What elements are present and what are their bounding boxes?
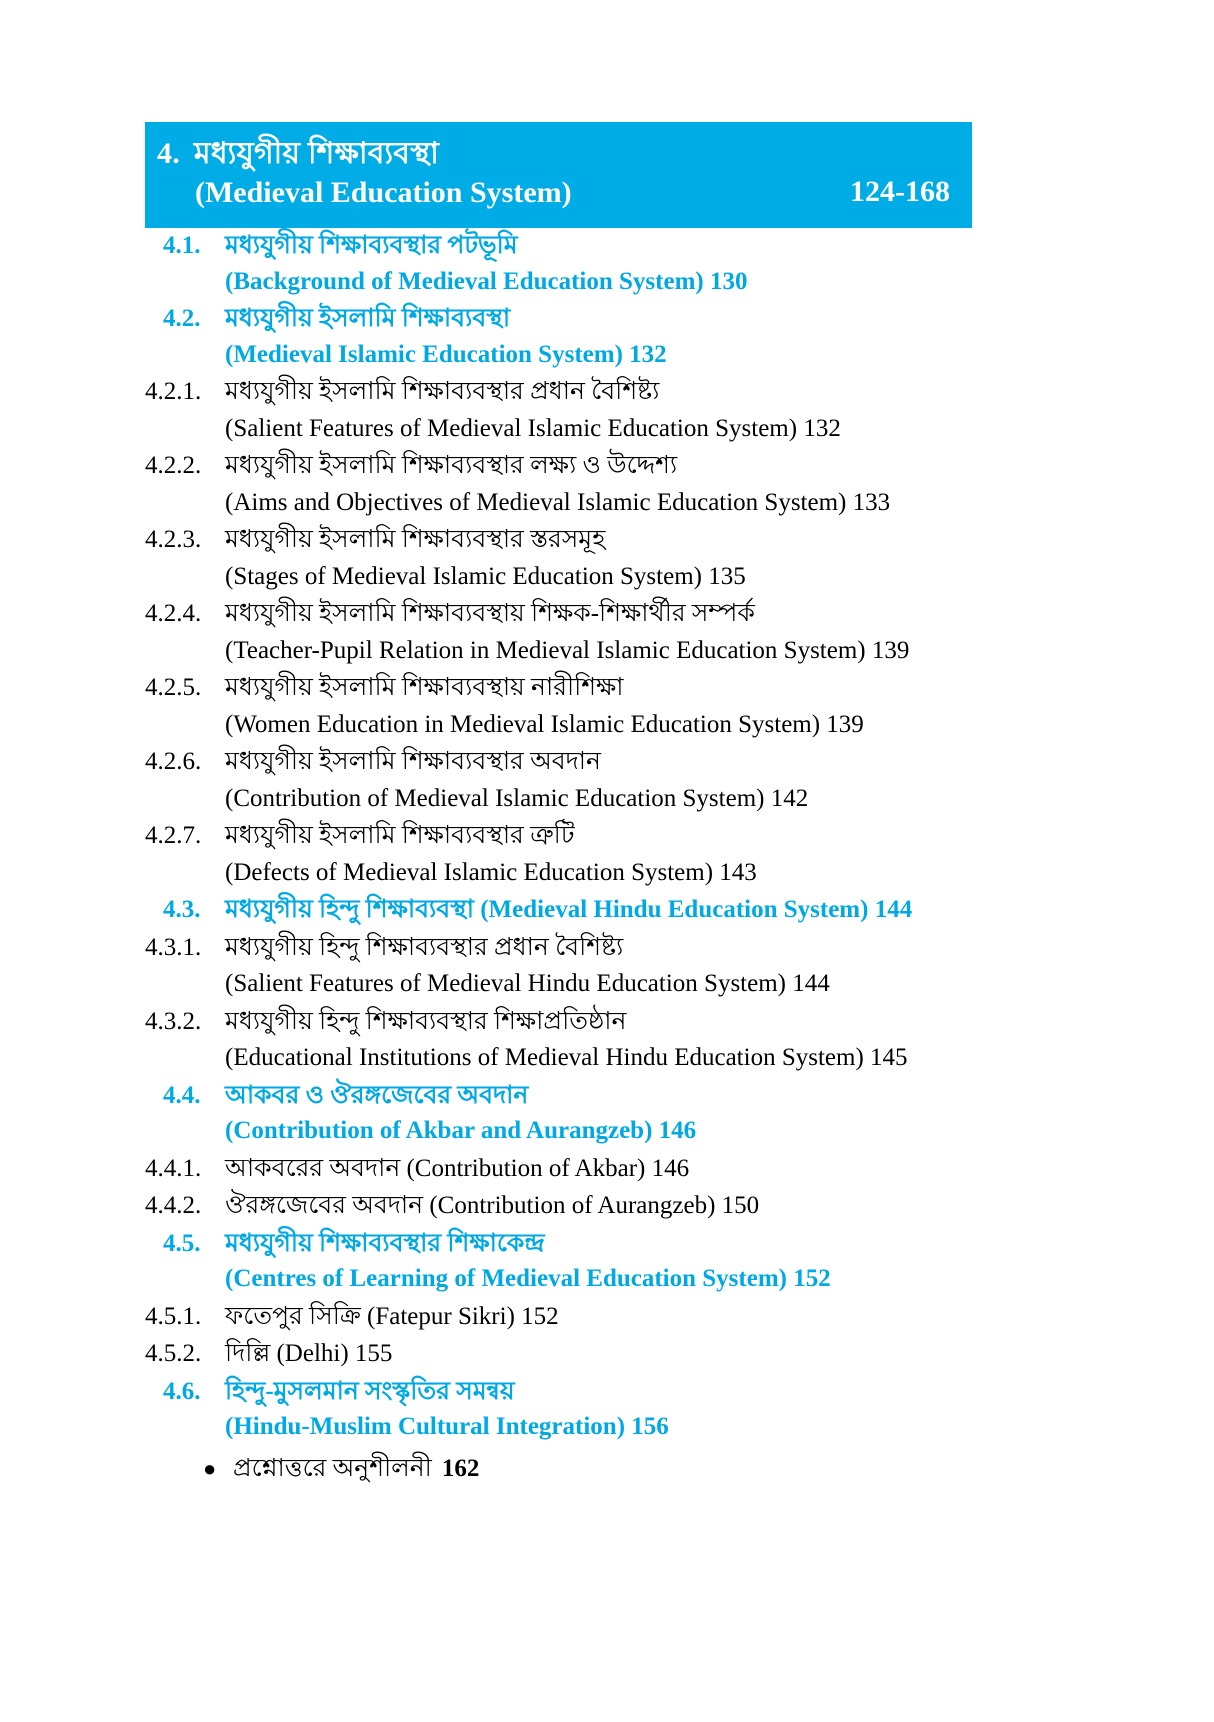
toc-entry-line-english: (Stages of Medieval Islamic Education System) 135 bbox=[225, 562, 746, 590]
toc-exercise-item[interactable] bbox=[145, 1451, 1015, 1487]
toc-entry-line-english: (Educational Institutions of Medieval Hindu Education System) 145 bbox=[225, 1044, 908, 1071]
toc-entry-body bbox=[225, 892, 1015, 928]
toc-entry-line-english: (Defects of Medieval Islamic Education System) 143 bbox=[225, 858, 757, 886]
toc-entry-line-english: (Aims and Objectives of Medieval Islamic Education System) 133 bbox=[225, 488, 891, 516]
toc-entry[interactable] bbox=[145, 596, 1015, 669]
toc-entry[interactable] bbox=[145, 1188, 1015, 1225]
toc-entry-line-english: (Background of Medieval Education System) 130 bbox=[225, 267, 748, 295]
toc-entry-line-english: (Contribution of Akbar and Aurangzeb) 146 bbox=[225, 1117, 697, 1144]
toc-entry-line-bengali: মধ্যযুগীয় ইসলামি শিক্ষাব্যবস্থার লক্ষ্য ও উদ্দেশ্য bbox=[225, 452, 678, 479]
toc-entry[interactable] bbox=[145, 930, 1015, 1003]
toc-entry-body bbox=[225, 522, 1015, 595]
chapter-title-bengali-text: মধ্যযুগীয় শিক্ষাব্যবস্থা bbox=[193, 137, 439, 170]
chapter-banner bbox=[145, 122, 972, 228]
toc-entry-body bbox=[225, 1151, 1015, 1188]
toc-entry-line-english: (Teacher-Pupil Relation in Medieval Islamic Education System) 139 bbox=[225, 636, 910, 664]
toc-entry-body bbox=[225, 1336, 1015, 1373]
toc-entry-line-bengali: আকবরের অবদান (Contribution of Akbar) 146 bbox=[225, 1154, 690, 1182]
toc-entry[interactable] bbox=[145, 374, 1015, 447]
toc-entry-line-bengali: মধ্যযুগীয় শিক্ষাব্যবস্থার পটভূমি bbox=[225, 232, 518, 259]
toc-entry-body bbox=[225, 374, 1015, 447]
toc-entry-number: 4.3. bbox=[163, 896, 201, 923]
toc-entry-line-bengali: মধ্যযুগীয় ইসলামি শিক্ষাব্যবস্থার অবদান bbox=[225, 748, 601, 775]
toc-entry[interactable] bbox=[145, 1004, 1015, 1077]
toc-entry-body bbox=[225, 1226, 1015, 1297]
toc-entry-body bbox=[225, 818, 1015, 891]
toc-entry-number: 4.3.1. bbox=[145, 933, 202, 961]
toc-entry-number: 4.5.2. bbox=[145, 1340, 202, 1367]
toc-entry-number: 4.4. bbox=[163, 1081, 201, 1109]
toc-entry-number: 4.6. bbox=[163, 1377, 201, 1405]
toc-entry-line-bengali: ঔরঙ্গজেবের অবদান (Contribution of Aurangzeb) 150 bbox=[225, 1192, 760, 1219]
banner-titles bbox=[157, 136, 572, 212]
toc-entry-body bbox=[225, 301, 1015, 372]
toc-entry-line-english: (Salient Features of Medieval Hindu Education System) 144 bbox=[225, 970, 830, 997]
toc-entry[interactable] bbox=[145, 448, 1015, 521]
toc-entry-number: 4.2.7. bbox=[145, 822, 202, 849]
toc-entry-number: 4.3.2. bbox=[145, 1007, 202, 1035]
toc-entry-body bbox=[225, 1188, 1015, 1225]
chapter-number: 4. bbox=[157, 137, 180, 170]
toc-entry-line-bengali: মধ্যযুগীয় ইসলামি শিক্ষাব্যবস্থা bbox=[225, 305, 511, 332]
toc-entry-line-bengali: মধ্যযুগীয় ইসলামি শিক্ষাব্যবস্থায় নারীশিক্ষা bbox=[225, 674, 624, 701]
toc-entry[interactable] bbox=[145, 1299, 1015, 1336]
toc-entry-line-bengali: আকবর ও ঔরঙ্গজেবের অবদান bbox=[225, 1081, 529, 1109]
toc-entry-number: 4.2.3. bbox=[145, 526, 202, 553]
toc-entry[interactable] bbox=[145, 1078, 1015, 1149]
toc-entry[interactable] bbox=[145, 744, 1015, 817]
toc-entry-line-english: (Salient Features of Medieval Islamic Education System) 132 bbox=[225, 414, 841, 442]
toc-entry-line-bengali: মধ্যযুগীয় ইসলামি শিক্ষাব্যবস্থার প্রধান বৈশিষ্ট্য bbox=[225, 378, 660, 405]
toc-entry-line-bengali: মধ্যযুগীয় হিন্দু শিক্ষাব্যবস্থার শিক্ষাপ্রতিষ্ঠান bbox=[225, 1007, 627, 1035]
toc-entry[interactable] bbox=[145, 892, 1015, 928]
toc-exercise-page: 162 bbox=[441, 1454, 480, 1482]
toc-entry-number: 4.2.5. bbox=[145, 674, 202, 701]
toc-entry-number: 4.4.1. bbox=[145, 1154, 202, 1182]
banner-row bbox=[157, 136, 950, 212]
bullet-point-icon: ● bbox=[203, 1455, 217, 1481]
toc-entry-body bbox=[225, 1078, 1015, 1149]
toc-entry-body bbox=[225, 1004, 1015, 1077]
toc-entry-body bbox=[225, 228, 1015, 299]
toc-entry-body bbox=[225, 744, 1015, 817]
toc-entry-line-bengali: ফতেপুর সিক্রি (Fatepur Sikri) 152 bbox=[225, 1302, 559, 1330]
toc-entry-line-bengali: মধ্যযুগীয় ইসলামি শিক্ষাব্যবস্থায় শিক্ষক-শিক্ষার্থীর সম্পর্ক bbox=[225, 600, 755, 627]
toc-entry-line-bengali: মধ্যযুগীয় ইসলামি শিক্ষাব্যবস্থার স্তরসমূহ bbox=[225, 526, 606, 553]
chapter-title-bengali bbox=[157, 136, 572, 173]
toc-entry-line-english: (Contribution of Medieval Islamic Education System) 142 bbox=[225, 784, 809, 812]
toc-entry-number: 4.4.2. bbox=[145, 1192, 202, 1219]
toc-entry-body bbox=[225, 1299, 1015, 1336]
toc-entry-number: 4.2.6. bbox=[145, 748, 202, 775]
toc-entry-line-english: (Medieval Islamic Education System) 132 bbox=[225, 340, 667, 368]
toc-entry-body bbox=[225, 670, 1015, 743]
toc-entry-body bbox=[225, 930, 1015, 1003]
toc-entry-number: 4.5. bbox=[163, 1229, 201, 1257]
toc-entry-number: 4.2. bbox=[163, 305, 201, 332]
toc-entry-line-bengali: দিল্লি (Delhi) 155 bbox=[225, 1340, 393, 1367]
toc-entry[interactable] bbox=[145, 1336, 1015, 1373]
toc-entry[interactable] bbox=[145, 670, 1015, 743]
toc-entry[interactable] bbox=[145, 1226, 1015, 1297]
toc-exercise-label: প্রশ্নোত্তরে অনুশীলনী bbox=[233, 1454, 432, 1482]
chapter-title-english: (Medieval Education System) bbox=[195, 175, 572, 209]
toc-entry-line-bengali: মধ্যযুগীয় হিন্দু শিক্ষাব্যবস্থা (Medieval Hindu Education System) 144 bbox=[225, 896, 913, 923]
toc-entry-body bbox=[225, 448, 1015, 521]
toc-entry-number: 4.1. bbox=[163, 232, 201, 259]
toc-entry-line-bengali: মধ্যযুগীয় শিক্ষাব্যবস্থার শিক্ষাকেন্দ্র bbox=[225, 1229, 545, 1257]
toc-entry[interactable] bbox=[145, 228, 1015, 299]
toc-entry-line-bengali: মধ্যযুগীয় ইসলামি শিক্ষাব্যবস্থার ত্রুটি bbox=[225, 822, 575, 849]
chapter-page-range: 124-168 bbox=[850, 174, 950, 208]
toc-entry[interactable] bbox=[145, 1374, 1015, 1445]
toc-entry-number: 4.2.1. bbox=[145, 378, 202, 405]
toc-entry-number: 4.2.4. bbox=[145, 600, 202, 627]
toc-list bbox=[145, 228, 1015, 1487]
toc-entry-line-english: (Women Education in Medieval Islamic Education System) 139 bbox=[225, 710, 864, 738]
toc-entry[interactable] bbox=[145, 301, 1015, 372]
toc-entry[interactable] bbox=[145, 818, 1015, 891]
toc-entry-line-bengali: হিন্দু-মুসলমান সংস্কৃতির সমন্বয় bbox=[225, 1377, 515, 1405]
toc-entry[interactable] bbox=[145, 1151, 1015, 1188]
toc-entry-line-english: (Hindu-Muslim Cultural Integration) 156 bbox=[225, 1413, 669, 1440]
toc-entry-line-bengali: মধ্যযুগীয় হিন্দু শিক্ষাব্যবস্থার প্রধান বৈশিষ্ট্য bbox=[225, 933, 624, 961]
toc-entry-body bbox=[225, 1374, 1015, 1445]
toc-entry-line-english: (Centres of Learning of Medieval Education System) 152 bbox=[225, 1265, 831, 1292]
toc-entry-number: 4.5.1. bbox=[145, 1302, 202, 1330]
toc-entry-number: 4.2.2. bbox=[145, 452, 202, 479]
toc-entry-body bbox=[225, 596, 1015, 669]
toc-entry[interactable] bbox=[145, 522, 1015, 595]
